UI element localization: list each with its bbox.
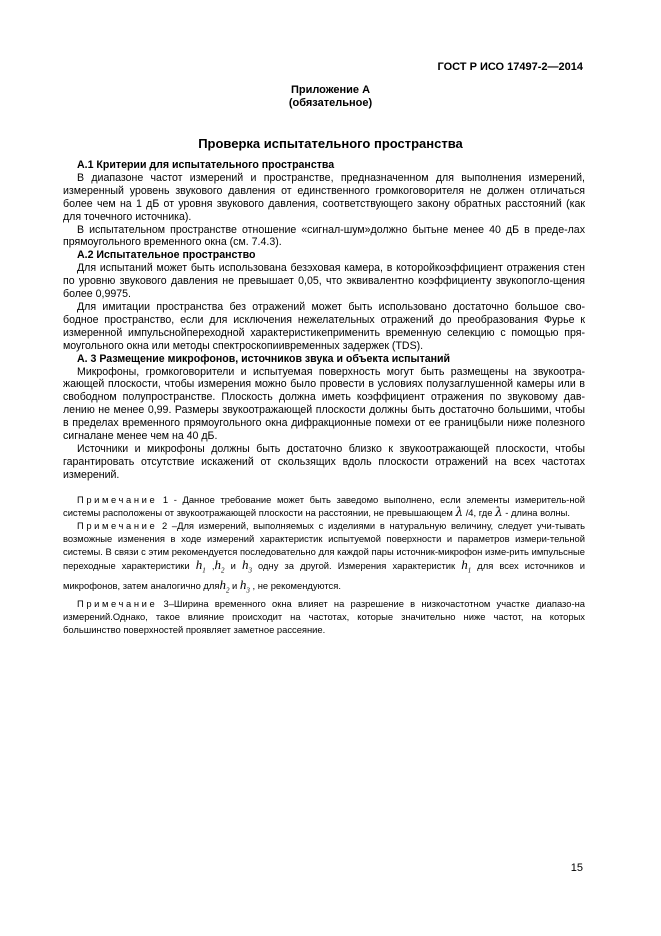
paragraph-a2-2: Для имитации пространства без отражений может быть использовано достаточно большое сво-бодное пространство, если для исключения нежелательных отражений до преобразования Фурье к измеренной импульснойпереходной характеристикеприменить временную селекцию с помощью пря-моугольного окна или методы спектроскопиивременных задержек (TDS). (63, 300, 585, 352)
note-label: Примечание (77, 520, 158, 531)
note-label: Примечание (77, 494, 158, 505)
paragraph-a2-1: Для испытаний может быть использована безэховая камера, в которойкоэффициент отражения стен по уровню звукового давления не превышает 0,05, что эквивалентно коэффициенту звукопогло-щения более 0,9975. (63, 262, 585, 301)
note-2: Примечание 2 –Для измерений, выполняемых с изделиями в натуральную величину, следует учи-тывать возможные изменения в ходе измерений характеристик испытуемой поверхности и параметров измери-тельной системы. В связи с этим рекомендуется последовательно для каждой пары источник-микрофон изме-рить импульсные переходные характеристики $h_1$ $,h_2$ и $h_3$ одну за другой. Измерения характеристик $h_1$ для всех источников и микрофонов, затем аналогично дляh$_2$ и $h_3$ , не рекомендуются. (63, 520, 585, 595)
heading-a3: А. 3 Размещение микрофонов, источников звука и объекта испытаний (77, 352, 451, 365)
lambda-symbol: λ (455, 505, 464, 519)
section-title: Проверка испытательного пространства (198, 136, 463, 151)
appendix-title: Приложение А (290, 84, 371, 96)
lambda-symbol: λ (495, 505, 503, 519)
appendix-status: (обязательное) (288, 97, 373, 109)
page-number: 15 (570, 862, 583, 874)
paragraph-a3-1: Микрофоны, громкоговорители и испытуемая поверхность могут быть размещены на звукоотра-жающей плоскости, чтобы измерения можно было провести в условиях полузаглушенной камеры или в свободном полупространстве. Плоскость должна иметь коэффициент отражения по звуковому дав-лению не менее 0,99. Размеры звукоотражающей плоскости должны быть достаточно большими, чтобы в пределах временного прямоугольного окна дифракционные помехи от ее границбыли ниже полезного сигналане менее чем на 40 дБ. (63, 365, 585, 443)
h-symbol: $h_1$ (195, 557, 206, 575)
heading-a2: А.2 Испытательное пространство (77, 249, 256, 262)
h-symbol: $h_1$ (461, 557, 472, 575)
heading-a1: А.1 Критерии для испытательного пространства (77, 159, 335, 171)
note-label: Примечание (77, 598, 158, 610)
paragraph-a3-2: Источники и микрофоны должны быть достаточно близко к звукоотражающей плоскости, чтобы гарантировать отсутствие искажений от скользящих вдоль плоскости отражений на всех частотах измерений. (63, 442, 585, 481)
h-symbol: $h_2$ (214, 557, 225, 575)
note-3: Примечание 3–Ширина временного окна влияет на разрешение в низкочастотном участке диапазо-на измерений.Однако, такое влияние происходит на частотах, которые значительно ниже частот, на которых большинство поверхностей проявляет заметное рассеяние. (63, 598, 585, 636)
note-1: Примечание 1 - Данное требование может быть заведомо выполнено, если элементы измеритель-ной системы расположены от звукоотражающей плоскости на расстоянии, не превышающем λ /4, где λ - длина волны. (63, 494, 585, 519)
standard-designation: ГОСТ Р ИСО 17497-2—2014 (437, 61, 583, 73)
paragraph-a1-1: В диапазоне частот измерений и пространстве, предназначенном для выполнения измерений, измеренный уровень звукового давления от единственного громкоговорителя не должен отличаться более чем на 1 дБ от уровня звукового давления, соответствующего закону обратных расстояний (как для точечного источника). (63, 171, 585, 223)
h-symbol: $h_3$ (241, 557, 252, 575)
h-symbol: $h_3$ (239, 576, 250, 595)
notes-block (63, 493, 585, 636)
h-symbol: $h_2$ (219, 576, 230, 595)
paragraph-a1-2: В испытательном пространстве отношение «сигнал-шум»должно бытьне менее 40 дБ в преде-лах прямоугольного временного окна (см. 7.4.3). (63, 223, 585, 249)
main-text (63, 159, 585, 482)
